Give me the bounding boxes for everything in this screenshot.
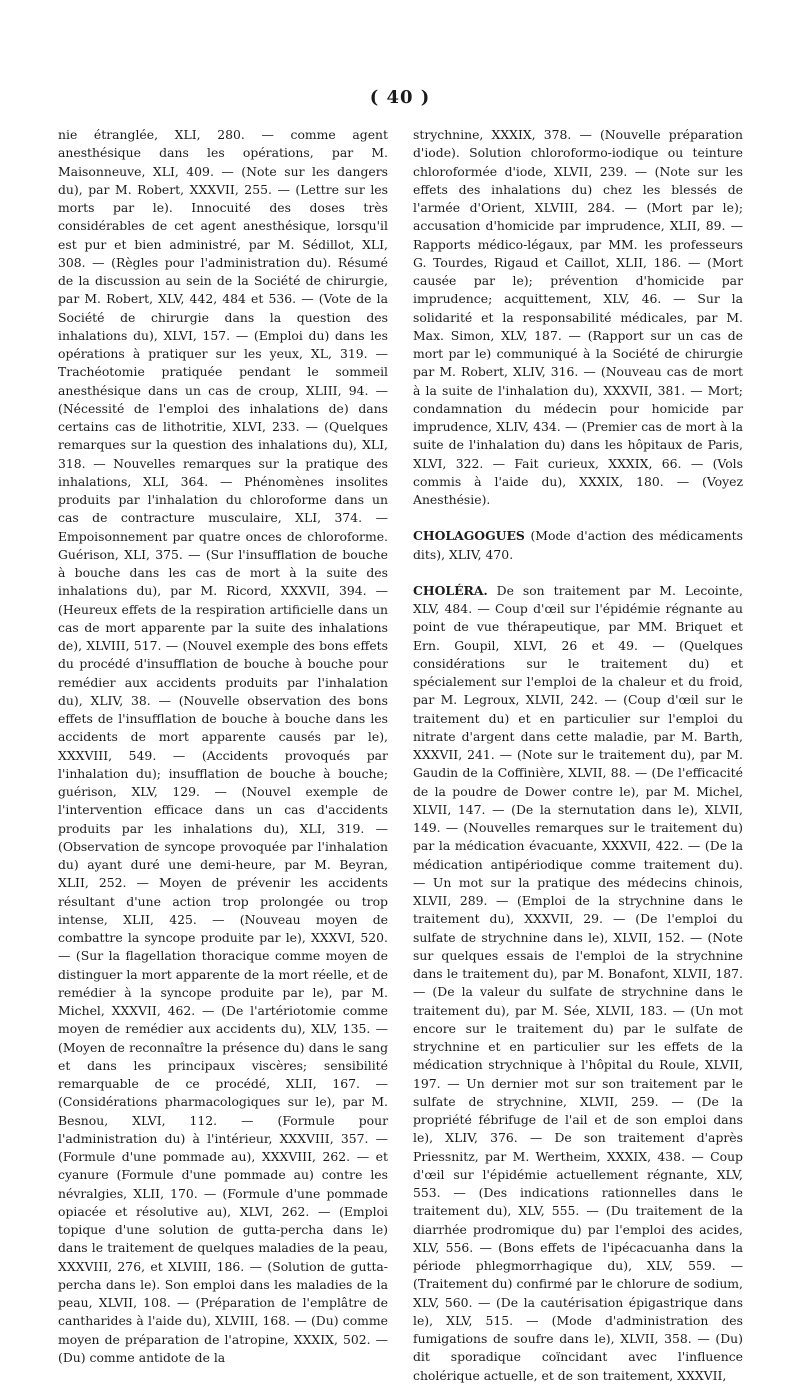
entry-gap bbox=[413, 509, 743, 527]
headword-cholera: CHOLÉRA. bbox=[413, 582, 488, 598]
right-column bbox=[413, 126, 743, 1385]
entry-cholera-text: De son traitement par M. Lecointe, XLV, 484. — Coup d'œil sur l'épidémie régnante au point de vue thérapeutique, par MM. Briquet et Ern. Goupil, XLVI, 26 et 49. — (Quelques considérations sur le traitement du) et spécialement sur l'emploi de la chaleur et du froid, par M. Legroux, XLVII, 242. — (Coup d'œil sur le traitement du) et en particulier sur l'emploi du nitrate d'argent dans cette maladie, par M. Barth, XXXVII, 241. — (Note sur le traitement du), par M. Gaudin de la Coffinière, XLVII, 88. — (De l'efficacité de la poudre de Dower contre le), par M. Michel, XLVII, 147. — (De la sternutation dans le), XLVII, 149. — (Nouvelles remarques sur le traitement du) par la médication évacuante, XXXVII, 422. — (De la médication antipériodique comme traitement du). — Un mot sur la pratique des médecins chinois, XLVII, 289. — (Emploi de la strychnine dans le traitement du), XXXVII, 29. — (De l'emploi du sulfate de strychnine dans le), XLVII, 152. — (Note sur quelques essais de l'emploi de la strychnine dans le traitement du), par M. Bonafont, XLVII, 187. — (De la valeur du sulfate de strychnine dans le traitement du), par M. Sée, XLVII, 183. — (Un mot encore sur le traitement du) par le sulfate de strychnine et en particulier sur les effets de la médication strychnique à l'hôpital du Roule, XLVII, 197. — Un dernier mot sur son traitement par le sulfate de strychnine, XLVII, 259. — (De la propriété fébrifuge de l'ail et de son emploi dans le), XLIV, 376. — De son traitement d'après Priessnitz, par M. Wertheim, XXXIX, 438. — Coup d'œil sur l'épidémie actuellement régnante, XLV, 553. — (Des indications rationnelles dans le traitement du), XLV, 555. — (Du traitement de la diarrhée prodromique du) par l'emploi des acides, XLV, 556. — (Bons effets de l'ipécacuanha dans la période phlegmorrhagique du), XLV, 559. — (Traitement du) confirmé par le chlorure de sodium, XLV, 560. — (De la cautérisation épigastrique dans le), XLV, 515. — (Mode d'administration des fumigations de soufre dans le), XLVII, 358. — (Du) dit sporadique coïncidant avec l'influence cholérique actuelle, et de son traitement, XXXVII, bbox=[413, 582, 743, 1383]
entry-cholera bbox=[413, 582, 743, 1385]
page-number: ( 40 ) bbox=[369, 87, 431, 108]
left-column bbox=[58, 126, 388, 1367]
headword-cholagogues: CHOLAGOGUES bbox=[413, 528, 525, 544]
entry-cholagogues-text: (Mode d'action des médicaments dits), XLIV, 470. bbox=[413, 528, 743, 562]
right-column-intro: strychnine, XXXIX, 378. — (Nouvelle préparation d'iode). Solution chloroformo-iodique ou teinture chloroformée d'iode, XLVII, 239. — (Note sur les effets des inhalations du) chez les blessés de l'armée d'Orient, XLVIII, 284. — (Mort par le); accusation d'homicide par imprudence, XLII, 89. — Rapports médico-légaux, par MM. les professeurs G. Tourdes, Rigaud et Caillot, XLII, 186. — (Mort causée par le); prévention d'homicide par imprudence; acquittement, XLV, 46. — Sur la solidarité et la responsabilité médicales, par M. Max. Simon, XLV, 187. — (Rapport sur un cas de mort par le) communiqué à la Société de chirurgie par M. Robert, XLIV, 316. — (Nouveau cas de mort à la suite de l'inhalation du), XXXVII, 381. — Mort; condamnation du médecin pour homicide par imprudence, XLIV, 434. — (Premier cas de mort à la suite de l'inhalation du) dans les hôpitaux de Paris, XLVI, 322. — Fait curieux, XXXIX, 66. — (Vols commis à l'aide du), XXXIX, 180. — (Voyez Anesthésie). bbox=[413, 127, 743, 507]
entry-gap bbox=[413, 564, 743, 582]
entry-cholagogues bbox=[413, 527, 743, 564]
left-column-text: nie étranglée, XLI, 280. — comme agent anesthésique dans les opérations, par M. Maisonneuve, XLI, 409. — (Note sur les dangers du), par M. Robert, XXXVII, 255. — (Lettre sur les morts par le). Innocuité des doses très considérables de cet agent anesthésique, lorsqu'il est pur et bien administré, par M. Sédillot, XLI, 308. — (Règles pour l'administration du). Résumé de la discussion au sein de la Société de chirurgie, par M. Robert, XLV, 442, 484 et 536. — (Vote de la Société de chirurgie dans la question des inhalations du), XLVI, 157. — (Emploi du) dans les opérations à pratiquer sur les yeux, XL, 319. — Trachéotomie pratiquée pendant le sommeil anesthésique dans un cas de croup, XLIII, 94. — (Nécessité de l'emploi des inhalations de) dans certains cas de lithotritie, XLVI, 233. — (Quelques remarques sur la question des inhalations du), XLI, 318. — Nouvelles remarques sur la pratique des inhalations, XLI, 364. — Phénomènes insolites produits par l'inhalation du chloroforme dans un cas de contracture musculaire, XLI, 374. — Empoisonnement par quatre onces de chloroforme. Guérison, XLI, 375. — (Sur l'insufflation de bouche à bouche dans les cas de mort à la suite des inhalations du), par M. Ricord, XXXVII, 394. — (Heureux effets de la respiration artificielle dans un cas de mort apparente par la suite des inhalations de), XLVIII, 517. — (Nouvel exemple des bons effets du procédé d'insufflation de bouche à bouche pour remédier aux accidents produits par l'inhalation du), XLIV, 38. — (Nouvelle observation des bons effets de l'insufflation de bouche à bouche dans les accidents de mort apparente causés par le), XXXVIII, 549. — (Accidents provoqués par l'inhalation du); insufflation de bouche à bouche; guérison, XLV, 129. — (Nouvel exemple de l'intervention efficace dans un cas d'accidents produits par les inhalations du), XLI, 319. — (Observation de syncope provoquée par l'inhalation du) ayant duré une demi-heure, par M. Beyran, XLII, 252. — Moyen de prévenir les accidents résultant d'une action trop prolongée ou trop intense, XLII, 425. — (Nouveau moyen de combattre la syncope produite par le), XXXVI, 520. — (Sur la flagellation thoracique comme moyen de distinguer la mort apparente de la mort réelle, et de remédier à la syncope produite par le), par M. Michel, XXXVII, 462. — (De l'artériotomie comme moyen de remédier aux accidents du), XLV, 135. — (Moyen de reconnaître la présence du) dans le sang et dans les principaux viscères; sensibilité remarquable de ce procédé, XLII, 167. — (Considérations pharmacologiques sur le), par M. Besnou, XLVI, 112. — (Formule pour l'administration du) à l'intérieur, XXXVIII, 357. — (Formule d'une pommade au), XXXVIII, 262. — et cyanure (Formule d'une pommade au) contre les névralgies, XLII, 170. — (Formule d'une pommade opiacée et résolutive au), XLVI, 262. — (Emploi topique d'une solution de gutta-percha dans le) dans le traitement de quelques maladies de la peau, XXXVIII, 276, et XLVIII, 186. — (Solution de gutta-percha dans le). Son emploi dans les maladies de la peau, XLVII, 108. — (Préparation de l'emplâtre de cantharides à l'aide du), XLVIII, 168. — (Du) comme moyen de préparation de l'atropine, XXXIX, 502. — (Du) comme antidote de la bbox=[58, 127, 388, 1365]
